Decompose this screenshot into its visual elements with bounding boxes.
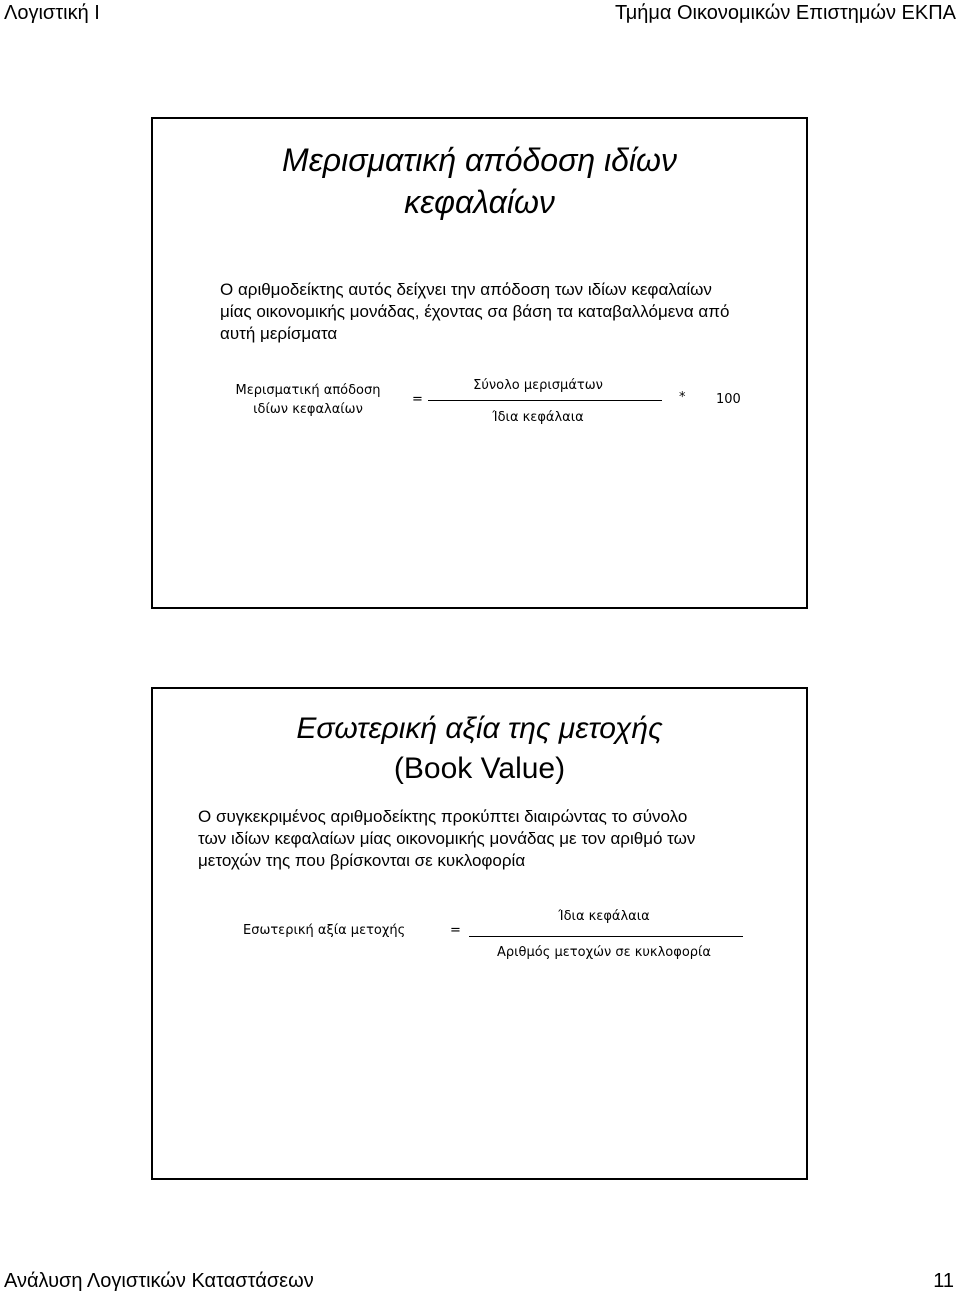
page-number: 11 bbox=[933, 1270, 954, 1292]
footer-course-title: Ανάλυση Λογιστικών Καταστάσεων bbox=[4, 1270, 314, 1292]
formula-lhs-line: Μερισματική απόδοση bbox=[235, 383, 381, 398]
title-line: κεφαλαίων bbox=[404, 184, 555, 220]
formula-denominator: Αριθμός μετοχών σε κυκλοφορία bbox=[497, 945, 711, 960]
fraction-line bbox=[469, 936, 743, 937]
body-line: μίας οικονομικής μονάδας, έχοντας σα βάση τα καταβαλλόμενα από bbox=[220, 302, 730, 321]
body-line: μετοχών της που βρίσκονται σε κυκλοφορία bbox=[198, 851, 526, 870]
formula-numerator: Σύνολο μερισμάτων bbox=[473, 378, 603, 393]
body-line: Ο συγκεκριμένος αριθμοδείκτης προκύπτει διαιρώντας το σύνολο bbox=[198, 807, 688, 826]
slide-title bbox=[153, 139, 806, 223]
slide-book-value bbox=[151, 687, 808, 1180]
slide-body bbox=[198, 806, 695, 872]
slide-dividend-yield bbox=[151, 117, 808, 609]
formula-equals: = bbox=[450, 923, 461, 938]
fraction-line bbox=[428, 400, 662, 401]
header-course-title: Λογιστική Ι bbox=[4, 2, 100, 24]
title-line: Μερισματική απόδοση ιδίων bbox=[282, 142, 677, 178]
formula-denominator: Ίδια κεφάλαια bbox=[492, 410, 584, 425]
body-line: αυτή μερίσματα bbox=[220, 324, 338, 343]
title-line: (Book Value) bbox=[393, 752, 566, 785]
formula-equals: = bbox=[412, 392, 423, 407]
body-line: Ο αριθμοδείκτης αυτός δείχνει την απόδοση των ιδίων κεφαλαίων bbox=[220, 280, 712, 299]
title-line: Εσωτερική αξία της μετοχής bbox=[296, 712, 663, 745]
formula-numerator: Ίδια κεφάλαια bbox=[558, 909, 650, 924]
formula-times: * bbox=[679, 390, 686, 405]
body-line: των ιδίων κεφαλαίων μίας οικονομικής μονάδας με τον αριθμό των bbox=[198, 829, 696, 848]
formula-lhs bbox=[229, 381, 387, 419]
slide-title bbox=[153, 709, 806, 789]
formula-lhs-line: ιδίων κεφαλαίων bbox=[253, 402, 363, 417]
formula-lhs: Εσωτερική αξία μετοχής bbox=[243, 923, 406, 938]
formula-multiplier: 100 bbox=[716, 392, 741, 407]
header-department: Τμήμα Οικονομικών Επιστημών ΕΚΠΑ bbox=[614, 2, 956, 24]
slide-body bbox=[220, 279, 729, 345]
